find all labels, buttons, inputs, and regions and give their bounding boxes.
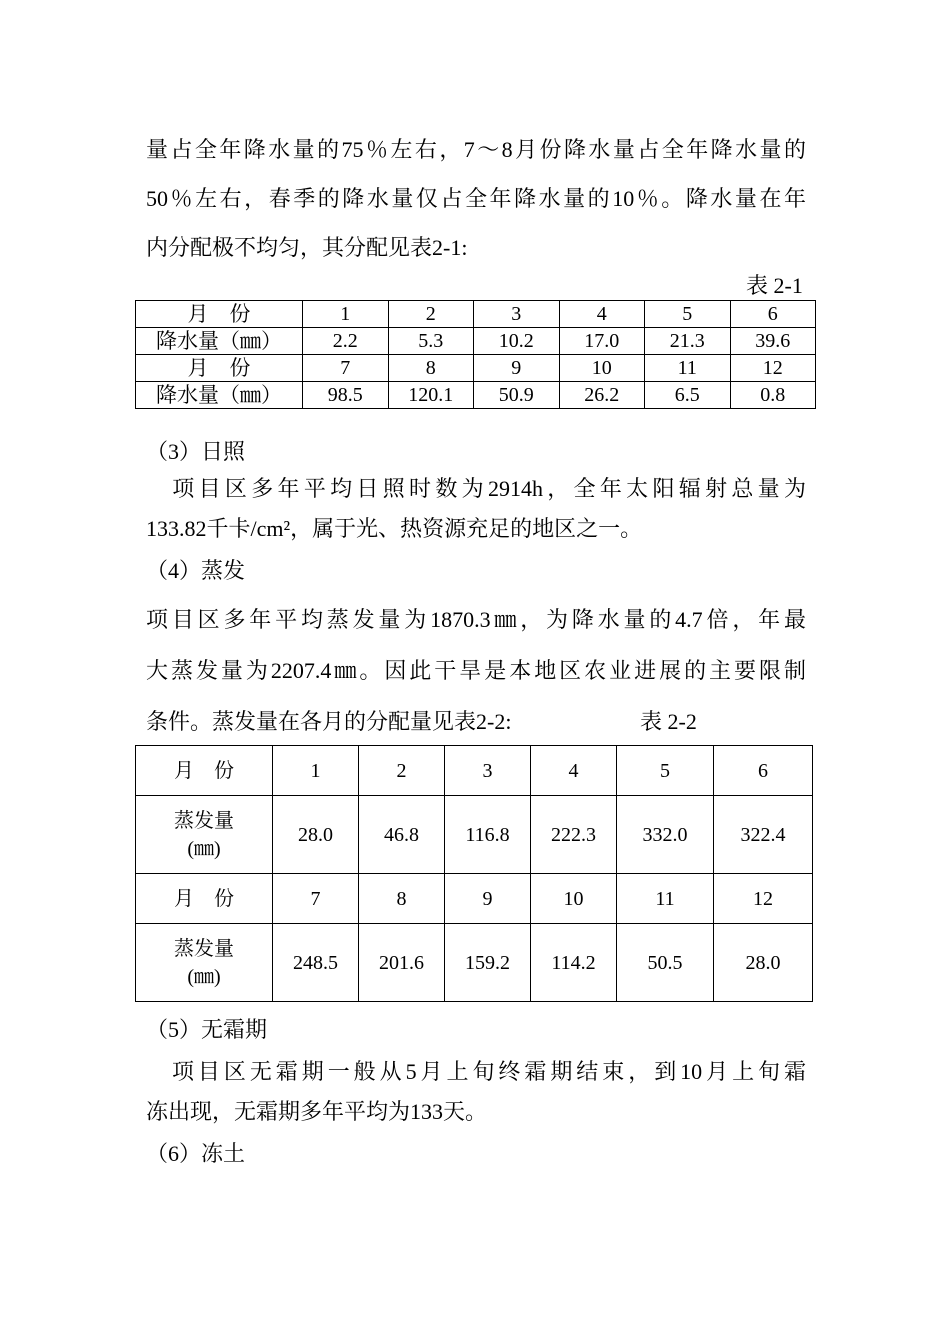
table-row: [136, 328, 816, 355]
table-cell: 5: [645, 301, 731, 328]
table-row: [136, 301, 816, 328]
row-header-cell: 降水量（㎜）: [136, 382, 303, 409]
paragraph-line: 冻出现，无霜期多年平均为133天。: [146, 1099, 488, 1124]
section-heading: （6）冻土: [146, 1141, 246, 1166]
table-cell: 1: [303, 301, 389, 328]
table-cell: 50.5: [617, 924, 714, 1002]
table-row: [136, 382, 816, 409]
table-cell: 12: [730, 355, 816, 382]
table-cell: 12: [714, 874, 813, 924]
table-cell: 46.8: [359, 796, 445, 874]
precipitation-table: [135, 300, 816, 409]
table-row: [136, 924, 813, 1002]
row-header-cell: 月 份: [136, 874, 273, 924]
table-cell: 21.3: [645, 328, 731, 355]
paragraph-line: 内分配极不均匀，其分配见表2-1:: [146, 235, 468, 260]
table-row: [136, 355, 816, 382]
table-cell: 2.2: [303, 328, 389, 355]
table-cell: 116.8: [445, 796, 531, 874]
table-cell: 10.2: [474, 328, 560, 355]
table-cell: 10: [559, 355, 645, 382]
table-cell: 10: [531, 874, 617, 924]
table-cell: 322.4: [714, 796, 813, 874]
table-cell: 98.5: [303, 382, 389, 409]
evaporation-table: [135, 745, 813, 1002]
table-caption: 表 2-1: [746, 273, 803, 298]
table-cell: 11: [645, 355, 731, 382]
paragraph-line: 50％左右，春季的降水量仅占全年降水量的10％。降水量在年: [146, 186, 806, 211]
table-cell: 120.1: [388, 382, 474, 409]
row-header-cell: 蒸发量 (㎜): [136, 796, 273, 874]
paragraph-line: 大蒸发量为2207.4㎜。因此干旱是本地区农业进展的主要限制: [146, 658, 806, 683]
table-cell: 6: [714, 746, 813, 796]
table-cell: 7: [273, 874, 359, 924]
table-cell: 8: [388, 355, 474, 382]
table-cell: 0.8: [730, 382, 816, 409]
table-cell: 159.2: [445, 924, 531, 1002]
table-cell: 5.3: [388, 328, 474, 355]
table-cell: 4: [531, 746, 617, 796]
table-cell: 9: [445, 874, 531, 924]
table-cell: 50.9: [474, 382, 560, 409]
table-cell: 26.2: [559, 382, 645, 409]
table-cell: 2: [388, 301, 474, 328]
table-cell: 3: [445, 746, 531, 796]
table-cell: 11: [617, 874, 714, 924]
table-cell: 201.6: [359, 924, 445, 1002]
row-header-cell: 月 份: [136, 301, 303, 328]
table-row: [136, 746, 813, 796]
table-caption: 表 2-2: [640, 709, 697, 734]
row-header-cell: 降水量（㎜）: [136, 328, 303, 355]
table-row: [136, 796, 813, 874]
table-cell: 1: [273, 746, 359, 796]
table-cell: 28.0: [273, 796, 359, 874]
paragraph-line: 133.82千卡/cm²，属于光、热资源充足的地区之一。: [146, 516, 643, 541]
table-cell: 6.5: [645, 382, 731, 409]
table-cell: 17.0: [559, 328, 645, 355]
table-cell: 3: [474, 301, 560, 328]
section-heading: （5）无霜期: [146, 1017, 268, 1042]
table-cell: 248.5: [273, 924, 359, 1002]
table-cell: 332.0: [617, 796, 714, 874]
paragraph-line: 条件。蒸发量在各月的分配量见表2-2:: [146, 709, 512, 734]
table-cell: 5: [617, 746, 714, 796]
section-heading: （4）蒸发: [146, 558, 246, 583]
table-cell: 8: [359, 874, 445, 924]
table-cell: 114.2: [531, 924, 617, 1002]
paragraph-line: 项目区多年平均日照时数为2914h，全年太阳辐射总量为: [146, 476, 806, 501]
table-cell: 9: [474, 355, 560, 382]
table-cell: 7: [303, 355, 389, 382]
paragraph-line: 项目区无霜期一般从5月上旬终霜期结束，到10月上旬霜: [146, 1059, 806, 1084]
table-row: [136, 874, 813, 924]
row-header-cell: 月 份: [136, 355, 303, 382]
paragraph-line: 项目区多年平均蒸发量为1870.3㎜，为降水量的4.7倍，年最: [146, 607, 806, 632]
row-header-cell: 蒸发量 (㎜): [136, 924, 273, 1002]
table-cell: 4: [559, 301, 645, 328]
table-cell: 2: [359, 746, 445, 796]
paragraph-line: 量占全年降水量的75％左右，7～8月份降水量占全年降水量的: [146, 137, 806, 162]
table-cell: 39.6: [730, 328, 816, 355]
table-cell: 28.0: [714, 924, 813, 1002]
table-cell: 6: [730, 301, 816, 328]
table-cell: 222.3: [531, 796, 617, 874]
row-header-cell: 月 份: [136, 746, 273, 796]
section-heading: （3）日照: [146, 439, 246, 464]
